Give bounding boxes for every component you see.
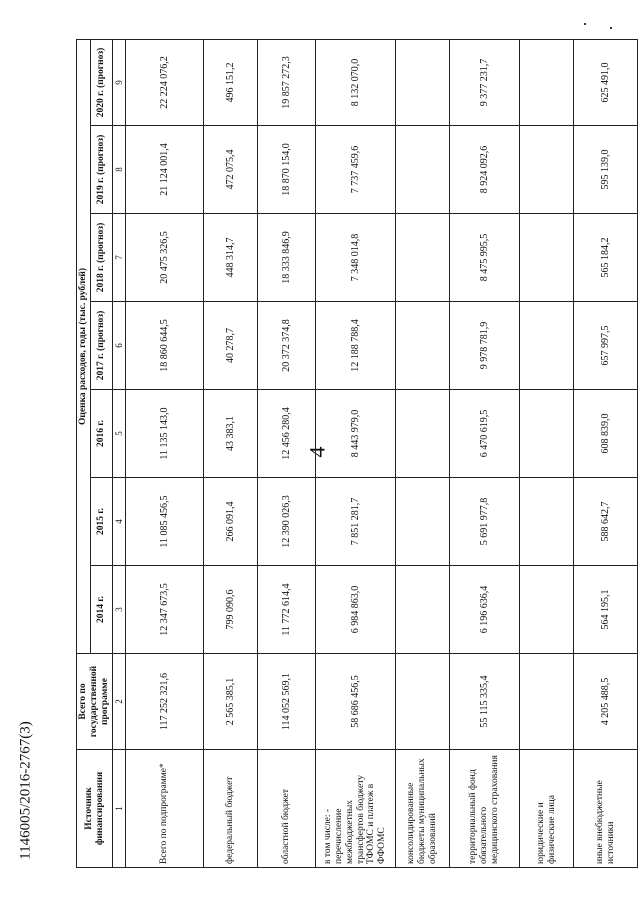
row-value-cell: 12 456 280,4 (258, 390, 316, 478)
column-number: 8 (113, 126, 126, 214)
document-code: 1146005/2016-2767(3) (17, 721, 34, 860)
table-row (450, 39, 520, 867)
page-number: 4 (304, 446, 330, 458)
row-source-label: консолидированные бюджеты муниципальных образований (396, 750, 450, 868)
funding-table-rotator (76, 40, 616, 868)
row-value-cell: 11 135 143,0 (126, 390, 204, 478)
header-year: 2016 г. (91, 390, 113, 478)
header-year: 2015 г. (91, 478, 113, 566)
row-value-cell: 8 475 995,5 (450, 214, 520, 302)
funding-table-sheet (76, 40, 616, 868)
row-value-cell: 657 997,5 (574, 302, 638, 390)
row-value-cell (396, 126, 450, 214)
row-value-cell: 266 091,4 (204, 478, 258, 566)
row-value-cell (520, 654, 574, 750)
row-value-cell: 7 737 459,6 (316, 126, 396, 214)
row-value-cell (520, 126, 574, 214)
column-number: 5 (113, 390, 126, 478)
row-value-cell (520, 390, 574, 478)
row-value-cell (396, 478, 450, 566)
row-value-cell: 18 870 154,0 (258, 126, 316, 214)
row-value-cell: 40 278,7 (204, 302, 258, 390)
row-value-cell: 6 984 863,0 (316, 566, 396, 654)
row-value-cell: 588 642,7 (574, 478, 638, 566)
row-value-cell: 12 188 788,4 (316, 302, 396, 390)
row-value-cell: 22 224 076,2 (126, 39, 204, 125)
row-value-cell: 11 085 456,5 (126, 478, 204, 566)
row-value-cell: 4 205 488,5 (574, 654, 638, 750)
row-value-cell (520, 302, 574, 390)
row-value-cell (396, 390, 450, 478)
row-value-cell (520, 39, 574, 125)
header-year: 2017 г. (прогноз) (91, 302, 113, 390)
row-value-cell: 625 491,0 (574, 39, 638, 125)
header-source: Источник финансирования (77, 750, 113, 868)
row-value-cell: 18 860 644,5 (126, 302, 204, 390)
table-row (396, 39, 450, 867)
column-number: 7 (113, 214, 126, 302)
row-value-cell: 117 252 321,6 (126, 654, 204, 750)
row-value-cell (396, 566, 450, 654)
row-value-cell (396, 654, 450, 750)
row-value-cell: 43 383,1 (204, 390, 258, 478)
row-value-cell: 472 075,4 (204, 126, 258, 214)
column-number: 2 (113, 654, 126, 750)
row-source-label: территориальный фонд обязательного медицинского страхования (450, 750, 520, 868)
row-value-cell: 6 470 619,5 (450, 390, 520, 478)
row-value-cell: 9 377 231,7 (450, 39, 520, 125)
row-source-label: юридические и физические лица (520, 750, 574, 868)
row-source-label: Всего по подпрограмме* (126, 750, 204, 868)
row-value-cell: 608 839,0 (574, 390, 638, 478)
row-value-cell (396, 302, 450, 390)
row-value-cell: 8 132 070,0 (316, 39, 396, 125)
row-value-cell: 2 565 385,1 (204, 654, 258, 750)
row-value-cell: 18 333 846,9 (258, 214, 316, 302)
row-source-label: федеральный бюджет (204, 750, 258, 868)
row-value-cell: 448 314,7 (204, 214, 258, 302)
row-value-cell: 6 196 636,4 (450, 566, 520, 654)
table-row (520, 39, 574, 867)
row-value-cell: 58 686 456,5 (316, 654, 396, 750)
row-value-cell: 9 978 781,9 (450, 302, 520, 390)
header-year: 2018 г. (прогноз) (91, 214, 113, 302)
row-value-cell: 8 443 979,0 (316, 390, 396, 478)
row-value-cell: 20 475 326,5 (126, 214, 204, 302)
row-source-label: областной бюджет (258, 750, 316, 868)
row-source-label: иные внебюджетные источники (574, 750, 638, 868)
row-value-cell: 564 195,1 (574, 566, 638, 654)
row-value-cell: 595 139,0 (574, 126, 638, 214)
table-row (126, 39, 204, 867)
row-value-cell: 8 924 092,6 (450, 126, 520, 214)
row-value-cell: 114 052 569,1 (258, 654, 316, 750)
scan-speck (610, 27, 612, 29)
header-year: 2014 г. (91, 566, 113, 654)
funding-table (76, 39, 638, 868)
header-total: Всего по государственной программе (77, 654, 113, 750)
column-number: 3 (113, 566, 126, 654)
column-number: 4 (113, 478, 126, 566)
header-year: 2020 г. (прогноз) (91, 39, 113, 125)
row-value-cell: 565 184,2 (574, 214, 638, 302)
row-value-cell: 20 372 374,8 (258, 302, 316, 390)
scan-speck (584, 23, 586, 25)
column-number: 9 (113, 39, 126, 125)
table-row (204, 39, 258, 867)
row-value-cell (520, 214, 574, 302)
row-value-cell (520, 566, 574, 654)
row-value-cell: 799 090,6 (204, 566, 258, 654)
row-value-cell: 12 390 026,3 (258, 478, 316, 566)
row-source-label: в том числе: - перечисление межбюджетных трансфертов бюджету ТФОМС и платеж в ФФОМС (316, 750, 396, 868)
row-value-cell: 7 348 014,8 (316, 214, 396, 302)
row-value-cell: 7 851 281,7 (316, 478, 396, 566)
table-row (316, 39, 396, 867)
row-value-cell (396, 214, 450, 302)
row-value-cell: 496 151,2 (204, 39, 258, 125)
row-value-cell: 11 772 614,4 (258, 566, 316, 654)
row-value-cell: 5 691 977,8 (450, 478, 520, 566)
table-row (258, 39, 316, 867)
row-value-cell: 55 115 335,4 (450, 654, 520, 750)
row-value-cell (396, 39, 450, 125)
row-value-cell (520, 478, 574, 566)
table-row (574, 39, 638, 867)
column-number: 6 (113, 302, 126, 390)
header-estimate: Оценка расходов, годы (тыс. рублей) (77, 39, 91, 653)
column-number: 1 (113, 750, 126, 868)
header-year: 2019 г. (прогноз) (91, 126, 113, 214)
row-value-cell: 12 347 673,5 (126, 566, 204, 654)
row-value-cell: 19 857 272,3 (258, 39, 316, 125)
row-value-cell: 21 124 001,4 (126, 126, 204, 214)
